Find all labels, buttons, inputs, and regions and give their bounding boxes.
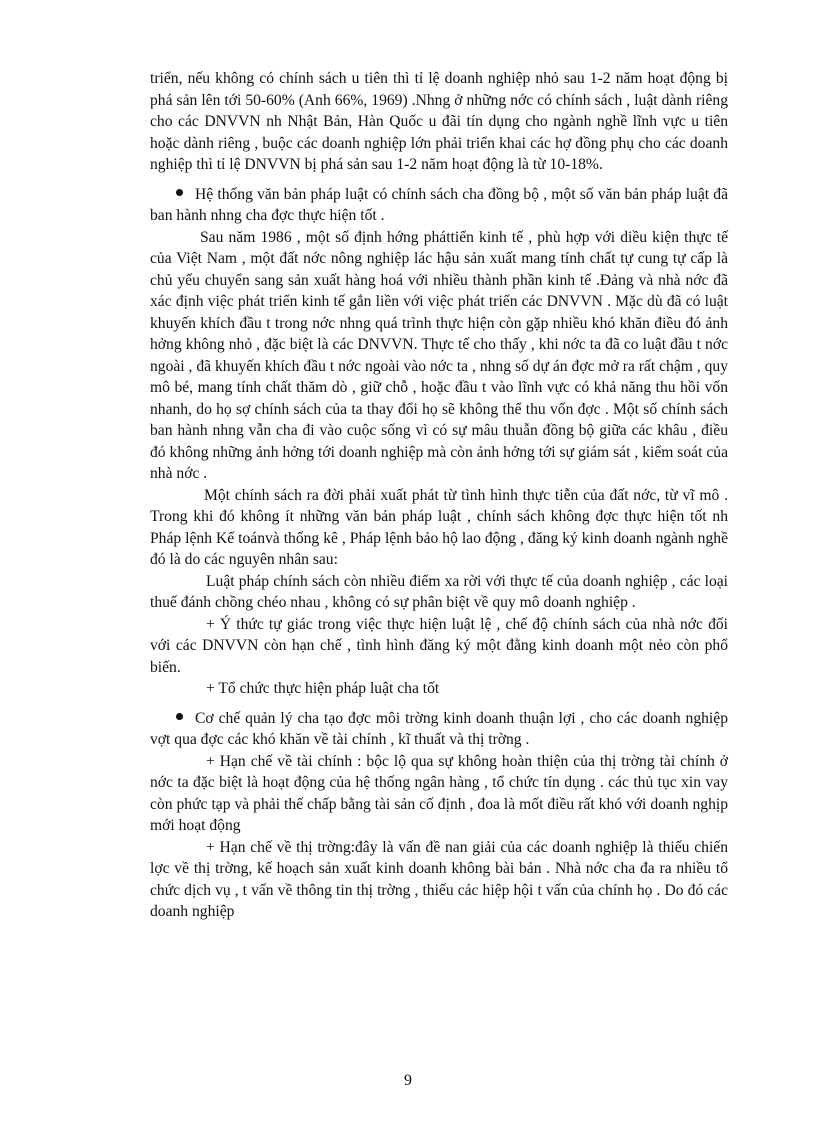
paragraph-after-1986: Sau năm 1986 , một số định hớng pháttiển kinh tế , phù hợp với diều kiện thực tế của Việt Nam , một đất nớc nông nghiệp lác hậu sản xuất mang tính chất tự cung tự cấp là chủ yếu chuyển sang sản xuất hàng hoá với nhiều thành phần kinh tế .Đảng và nhà nớc đã xác định việc phát triển kinh tế gắn liền với việc phát triển các DNVVN . Mặc dù đã có luật khuyến khích đầu t trong nớc nhng quá trình thực hiện còn gặp nhiều khó khăn điều đó ảnh hởng không nhỏ , đặc biệt là các DNVVN. Thực tế cho thấy , khi nớc ta đã co luật đầu t nớc ngoài , đã khuyến khích đầu t nớc ngoài vào nớc ta , nhng số dự án đợc mở ra rất chậm , quy mô bé, mang tính chất thăm dò , giữ chỗ , hoặc đầu t vào lĩnh vực có khả năng thu hồi vốn nhanh, do họ sợ chính sách của ta thay đổi họ sẽ không thể thu vốn đợc . Một số chính sách ban hành nhng vẫn cha đi vào cuộc sống vì có sự mâu thuẫn đồng bộ giữa các khâu , điều đó không những ảnh hởng tới doanh nghiệp mà còn ảnh hởng tới sự giám sát , kiểm soát của nhà nớc . xyxy=(150,228,728,482)
document-page xyxy=(150,68,728,923)
bullet-legal-system xyxy=(150,184,728,227)
bullet-icon xyxy=(176,713,183,720)
paragraph-finance-limit: + Hạn chế về tài chính : bộc lộ qua sự không hoàn thiện của thị trờng tài chính ở nớc ta đặc biệt là hoạt động của hệ thống ngân hàng , tổ chức tín dụng . các thủ tục xin vay còn phức tạp và phải thế chấp bằng tài sản cố định , đoa là mốt điều rất khó với doanh nghịp mới hoạt động xyxy=(150,752,728,834)
bullet-management xyxy=(150,708,728,751)
paragraph-market-limit: + Hạn chế về thị trờng:đây là vấn đề nan giải của các doanh nghiệp là thiếu chiến lợc về thị trờng, kế hoạch sản xuất kinh doanh không bài bản . Nhà nớc cha đa ra nhiều tổ chức dịch vụ , t vấn về thông tin thị trờng , thiếu các hiệp hội t vấn của chính họ . Do đó các doanh nghiệp xyxy=(150,838,728,920)
bullet-icon xyxy=(176,189,183,196)
paragraph-enforcement: + Tổ chức thực hiện pháp luật cha tốt xyxy=(206,680,440,697)
bullet-text: Hệ thống văn bản pháp luật có chính sách cha đồng bộ , một số văn bản pháp luật đã ban hành nhng cha đợc thực hiện tốt . xyxy=(150,185,728,224)
paragraph-law-gap: Luật pháp chính sách còn nhiều điểm xa rời với thực tế của doanh nghiệp , các loại thuế đánh chồng chéo nhau , không có sự phân biệt về quy mô doanh nghiệp . xyxy=(150,572,728,611)
paragraph-awareness: + Ý thức tự giác trong việc thực hiện luật lệ , chế độ chính sách của nhà nớc đối với các DNVVN còn hạn chế , tình hình đăng ký một đằng kinh doanh một nẻo còn phổ biến. xyxy=(150,615,728,676)
paragraph-policy-origin: Một chính sách ra đời phải xuất phát từ tình hình thực tiễn của đất nớc, từ vĩ mô . Trong khi đó không ít những văn bản pháp luật , chính sách không đợc thực hiện tốt nh Pháp lệnh Kế toánvà thống kê , Pháp lệnh bảo hộ lao động , đăng ký kinh doanh ngành nghề đó là do các nguyên nhân sau: xyxy=(150,486,728,568)
paragraph-continuation: triển, nếu không có chính sách u tiên thì tỉ lệ doanh nghiệp nhỏ sau 1-2 năm hoạt động bị phá sản lên tới 50-60% (Anh 66%, 1969) .Nhng ở những nớc có chính sách , luật dành riêng cho các DNVVN nh Nhật Bản, Hàn Quốc u đãi tín dụng cho ngành nghề lĩnh vực u tiên hoặc dành riêng , buộc các doanh nghiệp lớn phải triển khai các hợ đồng phụ cho các doanh nghiệp thì tỉ lệ DNVVN bị phá sản sau 1-2 năm hoạt động là từ 10-18%. xyxy=(150,70,728,173)
bullet-text: Cơ chế quản lý cha tạo đợc môi trờng kinh doanh thuận lợi , cho các doanh nghiệp vợt qua đợc các khó khăn về tài chính , kĩ thuất và thị trờng . xyxy=(150,709,728,748)
page-number: 9 xyxy=(404,1072,412,1089)
